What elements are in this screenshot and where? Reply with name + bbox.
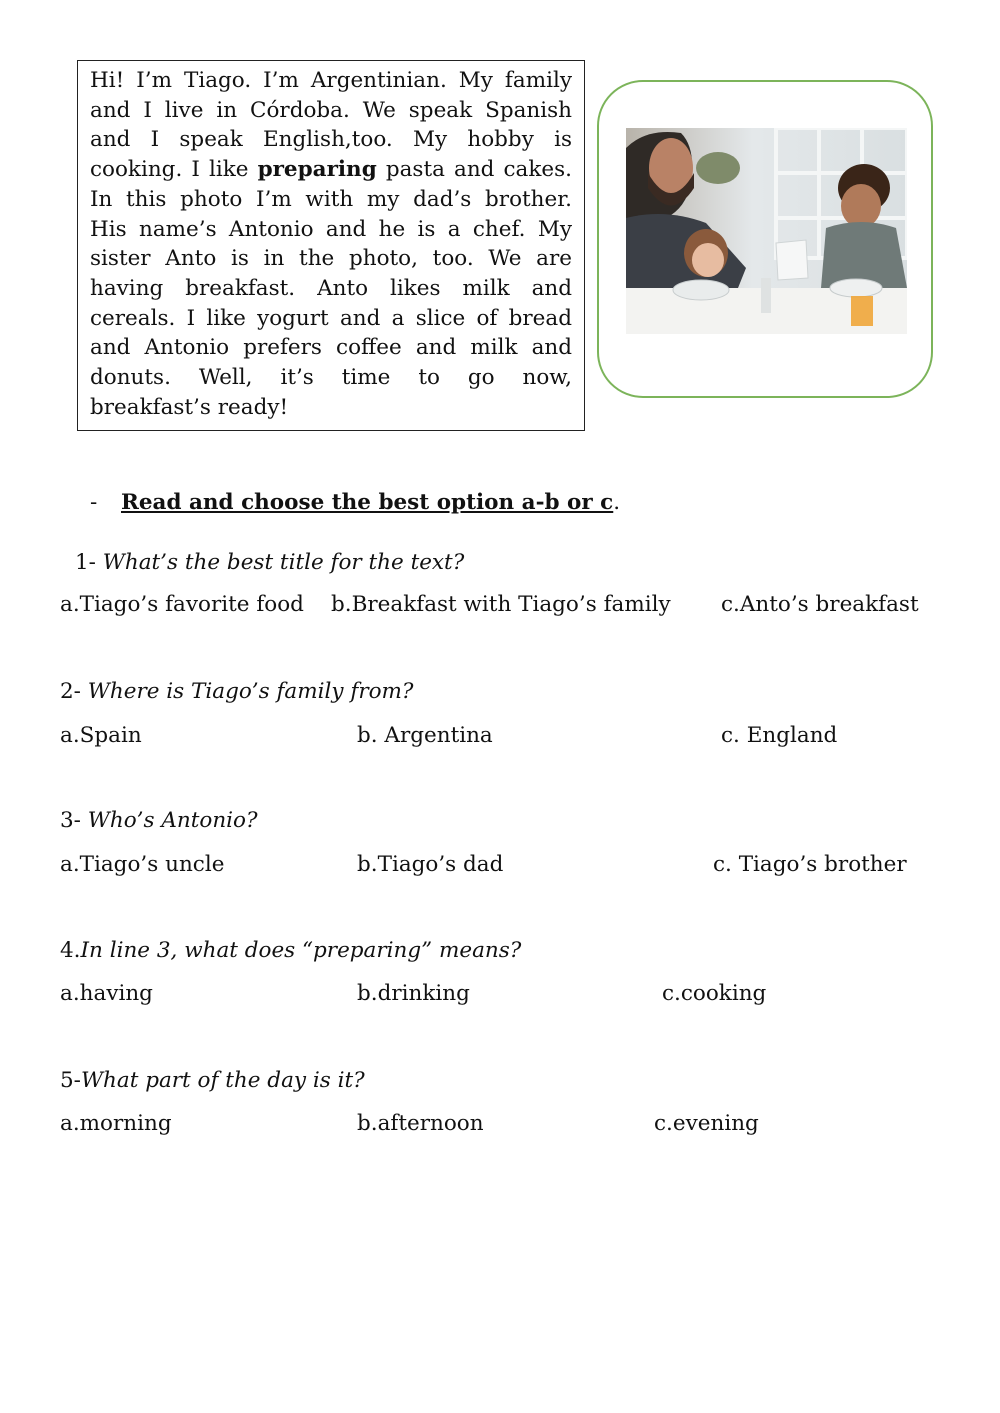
passage-line: and Antonio prefers coffee and milk and [90,335,572,361]
question-1 [75,550,464,575]
passage-line: and I speak English,too. My hobby is [90,127,572,153]
instruction-period: . [613,490,621,515]
passage-text: cooking. I like [90,157,258,183]
passage-line: His name’s Antonio and he is a chef. My [90,216,572,242]
option-2b: b. Argentina [357,723,493,748]
option-4b: b.drinking [357,981,470,1006]
passage-line: having breakfast. Anto likes milk and [90,275,572,301]
question-2 [60,679,413,704]
option-1c: c.Anto’s breakfast [721,592,919,617]
reading-passage [77,60,585,431]
question-text: In line 3, what does “preparing” means? [80,938,522,963]
passage-line: and I live in Córdoba. We speak Spanish [90,97,572,123]
option-4c: c.cooking [662,981,767,1006]
option-5a: a.morning [60,1111,172,1136]
question-number: 3- [60,808,88,833]
passage-line: sister Anto is in the photo, too. We are [90,246,572,272]
question-text: Who’s Antonio? [87,808,258,833]
question-5 [60,1068,365,1093]
question-text: Where is Tiago’s family from? [87,679,414,704]
option-3b: b.Tiago’s dad [357,852,504,877]
bold-word-preparing: preparing [257,157,377,183]
option-5b: b.afternoon [357,1111,484,1136]
option-1a: a.Tiago’s favorite food [60,592,304,617]
option-4a: a.having [60,981,153,1006]
option-3c: c. Tiago’s brother [713,852,907,877]
question-text: What part of the day is it? [80,1068,365,1093]
passage-line: Hi! I’m Tiago. I’m Argentinian. My family [90,68,572,93]
breakfast-scene-illustration [626,128,907,334]
passage-line: In this photo I’m with my dad’s brother. [90,186,572,212]
passage-line: breakfast’s ready! [90,394,289,420]
option-5c: c.evening [654,1111,759,1136]
question-text: What’s the best title for the text? [102,550,465,575]
passage-line: cereals. I like yogurt and a slice of bread [90,305,572,331]
question-3 [60,808,258,833]
option-2c: c. England [721,723,838,748]
option-1b: b.Breakfast with Tiago’s family [331,592,671,617]
list-dash: - [90,490,98,515]
family-breakfast-photo [626,128,907,334]
question-4 [60,938,521,963]
passage-line: donuts. Well, it’s time to go now, [90,365,572,391]
instruction-heading [90,490,620,515]
option-3a: a.Tiago’s uncle [60,852,225,877]
question-number: 4. [60,938,81,963]
question-number: 5- [60,1068,81,1093]
option-2a: a.Spain [60,723,142,748]
question-number: 1- [75,550,103,575]
instruction-text: Read and choose the best option a-b or c [121,490,614,515]
question-number: 2- [60,679,88,704]
passage-line [90,155,572,185]
passage-text: pasta and cakes. [376,157,572,183]
